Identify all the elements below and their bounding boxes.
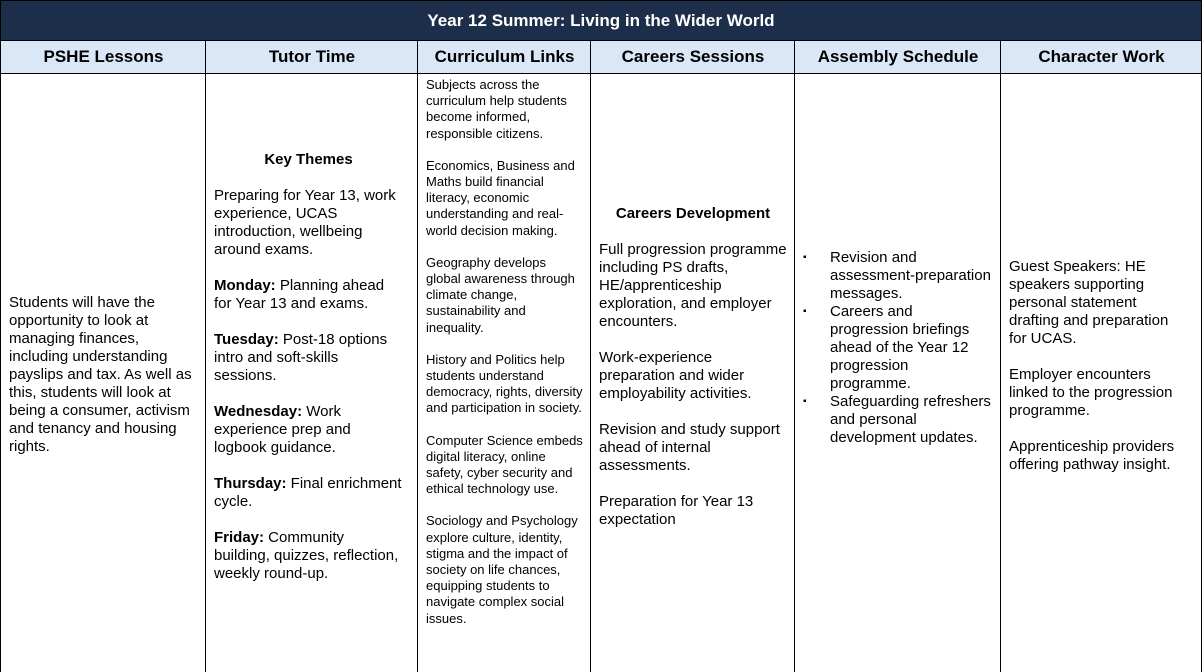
curriculum-paragraph: Geography develops global awareness through climate change, sustainability and inequality. bbox=[426, 254, 575, 335]
tutor-day-friday: Friday: Community building, quizzes, reflection, weekly round-up. bbox=[214, 529, 399, 582]
page-title: Year 12 Summer: Living in the Wider World bbox=[0, 0, 1202, 41]
tutor-heading: Key Themes bbox=[264, 151, 353, 168]
assembly-schedule-column bbox=[794, 74, 1001, 672]
tutor-intro: Preparing for Year 13, work experience, UCAS introduction, wellbeing around exams. bbox=[214, 187, 396, 258]
assembly-list bbox=[795, 249, 991, 447]
curriculum-paragraph: Subjects across the curriculum help students become informed, responsible citizens. bbox=[426, 77, 567, 141]
list-item: ▪ Careers and progression briefings ahead of the Year 12 progression programme. bbox=[803, 303, 970, 392]
header-character-work: Character Work bbox=[1000, 41, 1202, 74]
careers-heading: Careers Development bbox=[615, 205, 771, 222]
curriculum-paragraph: Economics, Business and Maths build financial literacy, economic understanding and real-world decision making. bbox=[426, 157, 575, 238]
curriculum-links-column bbox=[417, 74, 591, 672]
header-tutor-time: Tutor Time bbox=[205, 41, 418, 74]
curriculum-paragraph: Computer Science embeds digital literacy, online safety, cyber security and ethical technology use. bbox=[426, 432, 583, 497]
tutor-day-wednesday: Wednesday: Work experience prep and logbook guidance. bbox=[214, 403, 351, 456]
header-row bbox=[0, 41, 1202, 74]
curriculum-paragraph: History and Politics help students understand democracy, rights, diversity and participation in society. bbox=[426, 351, 583, 416]
pshe-text: Students will have the opportunity to look at managing finances, including understanding payslips and tax. As well as this, students will look at being a consumer, activism and tenancy and housing rights. bbox=[9, 294, 192, 455]
character-paragraph: Guest Speakers: HE speakers supporting personal statement drafting and preparation for UCAS. bbox=[1009, 258, 1169, 347]
tutor-day-thursday: Thursday: Final enrichment cycle. bbox=[214, 475, 402, 510]
list-item: ▪ Safeguarding refreshers and personal development updates. bbox=[803, 393, 991, 446]
header-careers-sessions: Careers Sessions bbox=[590, 41, 795, 74]
careers-paragraph: Preparation for Year 13 expectation bbox=[599, 493, 754, 528]
header-pshe-lessons: PSHE Lessons bbox=[0, 41, 206, 74]
character-paragraph: Apprenticeship providers offering pathway insight. bbox=[1009, 438, 1175, 473]
bullet-icon: ▪ bbox=[803, 252, 807, 263]
curriculum-paragraph: Sociology and Psychology explore culture, identity, stigma and the impact of society on life chances, equipping students to navigate complex social issues. bbox=[426, 513, 578, 626]
careers-paragraph: Full progression programme including PS drafts, HE/apprenticeship exploration, and employer encounters. bbox=[599, 241, 787, 330]
tutor-day-tuesday: Tuesday: Post-18 options intro and soft-skills sessions. bbox=[214, 331, 388, 384]
header-assembly-schedule: Assembly Schedule bbox=[794, 41, 1001, 74]
list-item: ▪ Revision and assessment-preparation messages. bbox=[803, 249, 991, 302]
header-curriculum-links: Curriculum Links bbox=[417, 41, 591, 74]
bullet-icon: ▪ bbox=[803, 396, 807, 407]
tutor-day-monday: Monday: Planning ahead for Year 13 and exams. bbox=[214, 277, 385, 312]
careers-sessions-column bbox=[590, 74, 795, 672]
character-work-column bbox=[1000, 74, 1202, 672]
bullet-icon: ▪ bbox=[803, 306, 807, 317]
careers-paragraph: Revision and study support ahead of internal assessments. bbox=[599, 421, 780, 474]
character-paragraph: Employer encounters linked to the progression programme. bbox=[1009, 366, 1173, 419]
pshe-column bbox=[0, 74, 206, 672]
tutor-time-column bbox=[205, 74, 418, 672]
careers-paragraph: Work-experience preparation and wider employability activities. bbox=[599, 349, 752, 402]
